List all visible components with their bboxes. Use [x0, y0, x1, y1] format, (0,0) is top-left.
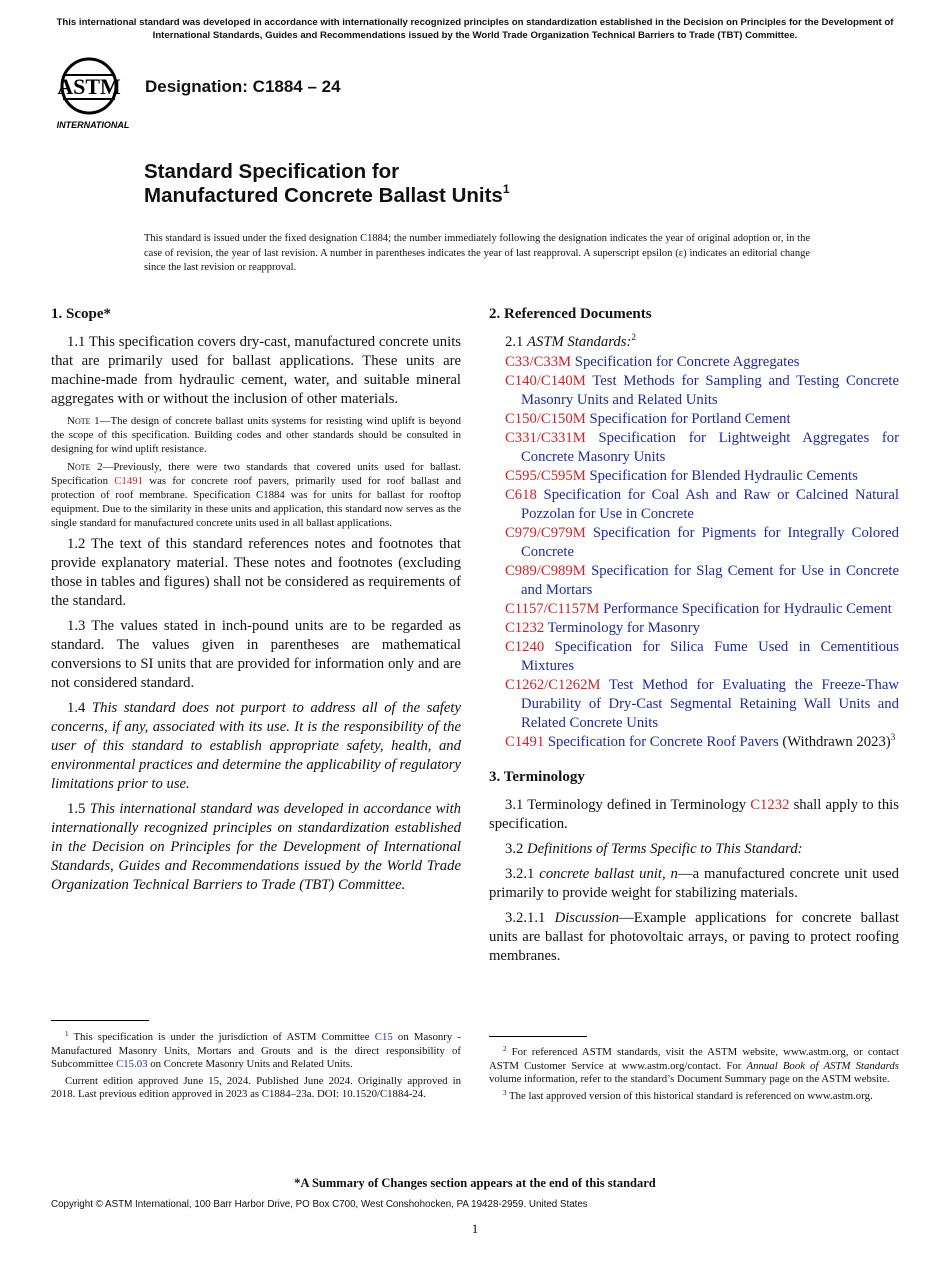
- para-3-2-1-1-text: —Example applications for concrete ballast units are ballast for photovoltaic arrays, or paving to protect roofing membranes.: [489, 910, 900, 964]
- reference-item[interactable]: [489, 486, 899, 524]
- footnote-3-text: The last approved version of this historical standard is referenced on www.astm.org.: [506, 1089, 873, 1102]
- reference-code[interactable]: C331/C331M: [505, 430, 586, 446]
- reference-title[interactable]: Specification for Concrete Roof Pavers: [547, 734, 779, 750]
- footnote-1-sup: 1: [65, 1030, 69, 1038]
- para-3-2-text: Definitions of Terms Specific to This Standard:: [527, 841, 803, 857]
- footnote-1-edition: Current edition approved June 15, 2024. Published June 2024. Originally approved in 2018. Last previous edition approved in 2023 as C1884–23a. DOI: 10.1520/C1884-24.: [51, 1074, 461, 1101]
- footnote-1-b: on Masonry - Manufactured Masonry Units, Mortars and Grouts and is the direct responsibility of Subcommittee: [51, 1031, 462, 1071]
- para-3-1-b: shall apply to this specification.: [489, 797, 899, 832]
- reference-title[interactable]: Terminology for Masonry: [547, 620, 700, 636]
- reference-code[interactable]: C33/C33M: [505, 354, 572, 370]
- reference-code[interactable]: C1491: [505, 734, 545, 750]
- para-3-1-link-c1232[interactable]: C1232: [750, 797, 790, 813]
- title-line-1: Standard Specification for: [144, 160, 400, 183]
- reference-title[interactable]: Specification for Concrete Aggregates: [574, 354, 800, 370]
- reference-title[interactable]: Test Methods for Sampling and Testing Concrete Masonry Units and Related Units: [521, 373, 899, 408]
- para-3-2-1-1-term: Discussion: [554, 910, 620, 926]
- para-3-2-1-term: concrete ballast unit, n: [539, 866, 678, 882]
- para-3-2-1-1-num: 3.2.1.1: [505, 910, 555, 926]
- astm-standards-subheading: [505, 333, 899, 352]
- reference-item[interactable]: [489, 619, 899, 638]
- footnote-3: [489, 1090, 899, 1104]
- reference-item[interactable]: [489, 353, 899, 372]
- para-3-2-1-text: —a manufactured concrete unit used primarily to provide weight for stabilizing materials.: [489, 866, 900, 901]
- para-3-2-num: 3.2: [505, 841, 528, 857]
- footnote-1-link-c15-03[interactable]: C15.03: [116, 1058, 148, 1071]
- para-1-4-num: 1.4: [67, 700, 92, 717]
- note-1: [51, 415, 461, 456]
- para-3-2-1: [489, 865, 899, 903]
- footnotes-left: [51, 1031, 461, 1105]
- reference-code[interactable]: C1262/C1262M: [505, 677, 601, 693]
- reference-title[interactable]: Test Method for Evaluating the Freeze-Thaw Durability of Dry-Cast Segmental Retaining Wall Units and Related Concrete Units: [521, 677, 899, 731]
- copyright: Copyright © ASTM International, 100 Barr Harbor Drive, PO Box C700, West Conshohocken, PA 19428-2959. United States: [51, 1199, 588, 1210]
- para-3-2: [489, 840, 899, 859]
- note-2: [51, 461, 461, 530]
- sub-label: ASTM Standards:: [527, 334, 632, 350]
- reference-item[interactable]: [489, 429, 899, 467]
- reference-code[interactable]: C618: [505, 487, 537, 503]
- para-1-5-num: 1.5: [67, 801, 90, 818]
- left-column: [51, 305, 461, 901]
- para-3-2-1-1: [489, 909, 899, 966]
- reference-item[interactable]: [489, 676, 899, 733]
- reference-code[interactable]: C150/C150M: [505, 411, 586, 427]
- footnote-2-a: For referenced ASTM standards, visit the ASTM website, www.astm.org, or contact ASTM Customer Service at www.astm.org/contact. For: [489, 1046, 899, 1072]
- reference-item[interactable]: [489, 562, 899, 600]
- title-footnote-ref[interactable]: 1: [502, 182, 510, 196]
- page-title: [144, 160, 510, 208]
- designation: Designation: C1884 – 24: [145, 77, 341, 96]
- note-2-label: Note 2: [67, 461, 103, 474]
- para-3-2-1-num: 3.2.1: [505, 866, 540, 882]
- para-1-3: 1.3 The values stated in inch-pound units are to be regarded as standard. The values given in parentheses are mathematical conversions to SI units that are provided for information only and are not considered standard.: [51, 618, 461, 692]
- astm-logo: [53, 57, 135, 131]
- reference-item[interactable]: [489, 410, 899, 429]
- title-line-2: [144, 184, 510, 208]
- reference-title[interactable]: Specification for Silica Fume Used in Cementitious Mixtures: [521, 639, 899, 674]
- para-1-2: 1.2 The text of this standard references notes and footnotes that provide explanatory material. These notes and footnotes (excluding those in tables and figures) shall not be considered as requirements of the standard.: [51, 536, 461, 610]
- terminology-heading: 3. Terminology: [489, 769, 585, 785]
- footnote-1: [51, 1031, 461, 1072]
- footnote-rule-left: [51, 1020, 149, 1021]
- logo-sub: INTERNATIONAL: [56, 120, 130, 130]
- top-note: This international standard was developed in accordance with internationally recognized principles on standardization established in the Decision on Principles for the Development of International Standards, Guides and Recommendations issued by the World Trade Organization Technical Barriers to Trade (TBT) Committee.: [56, 17, 894, 41]
- footnote-1-a: This specification is under the jurisdiction of ASTM Committee: [68, 1031, 375, 1043]
- issued-statement: This standard is issued under the fixed designation C1884; the number immediately following the designation indicates the year of original adoption or, in the case of revision, the year of last revision. A number in parentheses indicates the year of last reapproval. A superscript epsilon (ε) indicates an editorial change since the last revision or reapproval.: [144, 233, 810, 273]
- reference-code[interactable]: C979/C979M: [505, 525, 586, 541]
- para-1-4: [51, 699, 461, 794]
- reference-extra: (Withdrawn 2023): [778, 734, 891, 750]
- reference-item[interactable]: [489, 733, 899, 752]
- footnote-rule-right: [489, 1036, 587, 1037]
- reference-code[interactable]: C140/C140M: [505, 373, 586, 389]
- sub-footnote-ref[interactable]: 2: [631, 332, 636, 342]
- footnote-2-b: volume information, refer to the standard’s Document Summary page on the ASTM website.: [489, 1073, 890, 1086]
- reference-title[interactable]: Specification for Portland Cement: [589, 411, 791, 427]
- page-number: 1: [471, 1221, 479, 1236]
- para-1-5-text: This international standard was developed in accordance with internationally recognized principles on standardization established in the Decision on Principles for the Development of International Standards, Guides and Recommendations issued by the World Trade Organization Technical Barriers to Trade (TBT) Committee.: [51, 801, 461, 894]
- reference-title[interactable]: Specification for Pigments for Integrally Colored Concrete: [521, 525, 899, 560]
- note-1-label: Note 1: [67, 415, 100, 427]
- right-column: [489, 305, 899, 972]
- footnote-1-link-c15[interactable]: C15: [374, 1031, 393, 1043]
- para-3-1-a: 3.1 Terminology defined in Terminology: [505, 797, 751, 813]
- para-1-4-text: This standard does not purport to address all of the safety concerns, if any, associated with its use. It is the responsibility of the user of this standard to establish appropriate safety, health, and environmental practices and determine the applicability of regulatory limitations prior to use.: [51, 700, 461, 793]
- footnote-2-italic: Annual Book of ASTM Standards: [746, 1059, 899, 1072]
- reference-item[interactable]: [489, 638, 899, 676]
- reference-title[interactable]: Specification for Slag Cement for Use in Concrete and Mortars: [521, 563, 899, 598]
- footnote-3-sup: 3: [503, 1088, 507, 1097]
- reference-code[interactable]: C1240: [505, 639, 545, 655]
- reference-code[interactable]: C595/C595M: [505, 468, 586, 484]
- reference-item[interactable]: [489, 600, 899, 619]
- reference-title[interactable]: Specification for Coal Ash and Raw or Calcined Natural Pozzolan for Use in Concrete: [521, 487, 900, 522]
- reference-code[interactable]: C1232: [505, 620, 545, 636]
- footnotes-right: [489, 1046, 899, 1106]
- reference-item[interactable]: [489, 372, 899, 410]
- para-1-5: [51, 800, 461, 895]
- footnote-1-c: on Concrete Masonry Units and Related Units.: [147, 1058, 353, 1071]
- reference-footnote-ref[interactable]: 3: [890, 732, 896, 742]
- reference-title[interactable]: Performance Specification for Hydraulic Cement: [603, 601, 892, 617]
- para-1-1: 1.1 This specification covers dry-cast, manufactured concrete units that are primarily used for ballast applications. These units are machine-made from hydraulic cement, water, and suitable mineral aggregates with or without the inclusion of other materials.: [51, 334, 461, 407]
- para-3-1: [489, 796, 899, 834]
- reference-title[interactable]: Specification for Blended Hydraulic Cements: [589, 468, 858, 484]
- reference-item[interactable]: [489, 467, 899, 486]
- note-2-link-c1491[interactable]: C1491: [114, 475, 144, 488]
- logo-text: ASTM: [57, 74, 121, 99]
- summary-of-changes-note: *A Summary of Changes section appears at the end of this standard: [294, 1176, 656, 1190]
- note-2-text-a: —Previously, there were two standards that covered units used for ballast. Specification: [51, 461, 461, 488]
- title-line-2-text: Manufactured Concrete Ballast Units: [144, 184, 503, 207]
- footnote-2: [489, 1046, 899, 1087]
- reference-code[interactable]: C989/C989M: [505, 563, 586, 579]
- note-1-text: —The design of concrete ballast units systems for resisting wind uplift is beyond the scope of this specification. Building codes and other standards should be consulted in designing for wind uplift resistance.: [51, 415, 461, 455]
- note-2-text-b: was for concrete roof pavers, primarily used for roof ballast and protection of roof membrane. Specification C1884 was for units for ballast for rooftop equipment. Due to the similarity in these units and application, this standard now serves as the single standard for manufactured concrete units used in all ballast applications.: [51, 475, 461, 529]
- scope-heading: 1. Scope*: [51, 306, 111, 322]
- reference-code[interactable]: C1157/C1157M: [505, 601, 600, 617]
- reference-title[interactable]: Specification for Lightweight Aggregates for Concrete Masonry Units: [521, 430, 899, 465]
- references-heading: 2. Referenced Documents: [489, 306, 652, 322]
- reference-list: [489, 353, 899, 752]
- footnote-2-sup: 2: [503, 1045, 507, 1053]
- reference-item[interactable]: [489, 524, 899, 562]
- sub-num: 2.1: [505, 334, 528, 350]
